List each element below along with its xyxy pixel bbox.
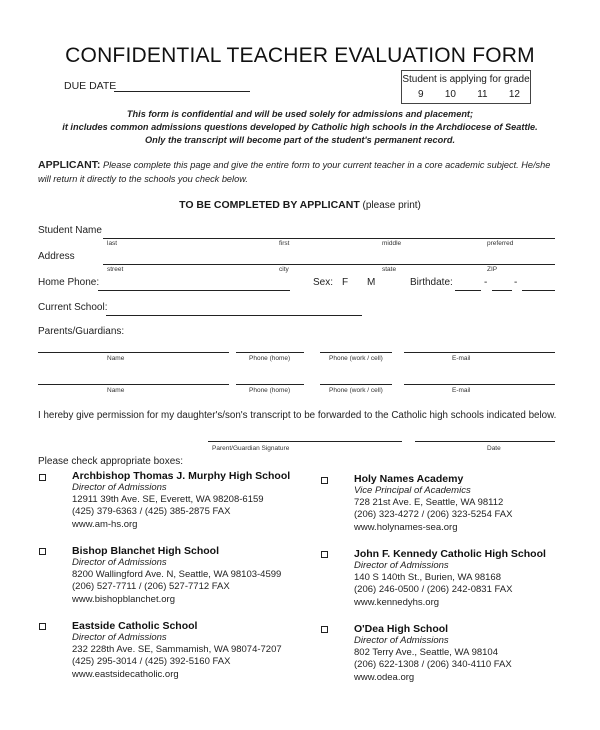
school-name: Archbishop Thomas J. Murphy High School <box>72 470 291 482</box>
current-school-field[interactable] <box>106 315 362 316</box>
school-address: 728 21st Ave. E, Seattle, WA 98112 <box>354 497 504 509</box>
school-entry <box>72 545 312 606</box>
school-phone: (206) 323-4272 / (206) 323-5254 FAX <box>354 509 513 521</box>
name-sub-label: first <box>279 240 290 247</box>
school-checkbox[interactable] <box>39 623 46 630</box>
parent-sub-label: Phone (home) <box>249 387 291 394</box>
school-address: 802 Terry Ave., Seattle, WA 98104 <box>354 647 498 659</box>
date-label: Date <box>487 445 501 452</box>
school-entry <box>72 470 312 531</box>
school-checkbox[interactable] <box>39 474 46 481</box>
parent1-home-phone-field[interactable] <box>236 352 304 353</box>
home-phone-label: Home Phone: <box>38 277 100 288</box>
school-name: O'Dea High School <box>354 623 449 635</box>
student-name-field[interactable] <box>103 238 555 239</box>
school-name: Bishop Blanchet High School <box>72 545 220 557</box>
parent1-name-field[interactable] <box>38 352 229 353</box>
applicant-instructions <box>38 158 568 186</box>
school-address: 232 228th Ave. SE, Sammamish, WA 98074-7207 <box>72 644 282 656</box>
school-phone: (206) 527-7711 / (206) 527-7712 FAX <box>72 581 230 593</box>
parent-sub-label: Phone (work / cell) <box>329 355 383 362</box>
address-sub-label: state <box>382 266 397 273</box>
school-checkbox[interactable] <box>321 626 328 633</box>
home-phone-field[interactable] <box>98 290 290 291</box>
grade-options <box>402 89 530 100</box>
notice-line: it includes common admissions questions developed by Catholic high schools in the Archdiocese of Seattle. <box>62 122 538 132</box>
notice-line: Only the transcript will become part of the student's permanent record. <box>144 135 456 145</box>
school-entry <box>354 623 584 684</box>
birthdate-separator: - <box>514 277 518 288</box>
parent-sub-label: Phone (home) <box>249 355 291 362</box>
section-heading-note: (please print) <box>359 200 421 211</box>
parent-sub-label: Name <box>107 355 125 362</box>
school-website[interactable]: www.eastsidecatholic.org <box>72 668 179 680</box>
school-contact-role: Director of Admissions <box>354 635 449 646</box>
school-entry <box>354 548 584 609</box>
grade-option[interactable]: 12 <box>508 89 520 100</box>
school-contact-role: Vice Principal of Academics <box>354 485 471 496</box>
notice-line: This form is confidential and will be used solely for admissions and placement; <box>126 109 474 119</box>
parent-signature-field[interactable] <box>208 441 402 442</box>
grade-box <box>401 70 531 104</box>
birthdate-day-field[interactable] <box>492 290 512 291</box>
section-heading-bold: TO BE COMPLETED BY APPLICANT <box>179 199 360 211</box>
school-checkbox[interactable] <box>39 548 46 555</box>
parent2-home-phone-field[interactable] <box>236 384 304 385</box>
address-label: Address <box>38 251 75 262</box>
birthdate-label: Birthdate: <box>410 277 453 288</box>
name-sub-label: last <box>107 240 118 247</box>
parent-sub-label: Name <box>107 387 125 394</box>
form-title: CONFIDENTIAL TEACHER EVALUATION FORM <box>65 44 535 67</box>
school-name: John F. Kennedy Catholic High School <box>354 548 546 560</box>
school-address: 140 S 140th St., Burien, WA 98168 <box>354 572 501 584</box>
check-boxes-label: Please check appropriate boxes: <box>38 456 184 467</box>
due-date-field[interactable] <box>114 91 250 92</box>
current-school-label: Current School: <box>38 302 108 313</box>
school-website[interactable]: www.bishopblanchet.org <box>72 593 175 605</box>
applicant-text: Please complete this page and give the entire form to your current teacher in a core academic subject. He/she <box>100 160 551 170</box>
school-entry <box>72 620 312 681</box>
name-sub-label: preferred <box>487 240 514 247</box>
school-name: Holy Names Academy <box>354 473 464 485</box>
school-contact-role: Director of Admissions <box>72 557 167 568</box>
parent1-email-field[interactable] <box>404 352 555 353</box>
school-phone: (206) 246-0500 / (206) 242-0831 FAX <box>354 584 513 596</box>
student-name-label: Student Name <box>38 225 102 236</box>
school-contact-role: Director of Admissions <box>72 632 167 643</box>
address-field[interactable] <box>103 264 555 265</box>
grade-option[interactable]: 11 <box>477 89 488 100</box>
birthdate-separator: - <box>484 277 488 288</box>
due-date-label: DUE DATE <box>64 80 117 92</box>
parent-sub-label: E-mail <box>452 387 471 394</box>
parent2-work-phone-field[interactable] <box>320 384 392 385</box>
parent1-work-phone-field[interactable] <box>320 352 392 353</box>
parent-sub-label: Phone (work / cell) <box>329 387 383 394</box>
school-checkbox[interactable] <box>321 551 328 558</box>
grade-option[interactable]: 10 <box>444 89 456 100</box>
grade-box-label: Student is applying for grade <box>402 74 530 85</box>
school-phone: (425) 379-6363 / (425) 385-2875 FAX <box>72 506 231 518</box>
school-phone: (425) 295-3014 / (425) 392-5160 FAX <box>72 656 231 668</box>
name-sub-label: middle <box>382 240 402 247</box>
permission-text: I hereby give permission for my daughter's/son's transcript to be forwarded to the Catholic high schools indicated below. <box>38 410 557 421</box>
school-contact-role: Director of Admissions <box>354 560 449 571</box>
address-sub-label: ZIP <box>487 266 498 273</box>
sex-label: Sex: <box>313 277 334 288</box>
school-website[interactable]: www.am-hs.org <box>72 518 138 530</box>
applicant-text: will return it directly to the schools you check below. <box>38 174 248 184</box>
address-sub-label: street <box>107 266 124 273</box>
parent2-email-field[interactable] <box>404 384 555 385</box>
parents-label: Parents/Guardians: <box>38 326 125 337</box>
birthdate-year-field[interactable] <box>522 290 555 291</box>
school-contact-role: Director of Admissions <box>72 482 167 493</box>
signature-label: Parent/Guardian Signature <box>212 445 290 452</box>
signature-date-field[interactable] <box>415 441 555 442</box>
parent-sub-label: E-mail <box>452 355 471 362</box>
school-name: Eastside Catholic School <box>72 620 198 632</box>
sex-option-m[interactable]: M <box>367 277 376 288</box>
section-heading <box>0 199 600 211</box>
parent2-name-field[interactable] <box>38 384 229 385</box>
school-website[interactable]: www.holynames-sea.org <box>354 521 458 533</box>
birthdate-month-field[interactable] <box>455 290 481 291</box>
school-checkbox[interactable] <box>321 477 328 484</box>
address-sub-label: city <box>279 266 289 273</box>
school-website[interactable]: www.odea.org <box>354 671 415 683</box>
school-phone: (206) 622-1308 / (206) 340-4110 FAX <box>354 659 512 671</box>
school-address: 8200 Wallingford Ave. N, Seattle, WA 98103-4599 <box>72 569 282 581</box>
confidential-notice <box>0 108 600 147</box>
school-website[interactable]: www.kennedyhs.org <box>354 596 440 608</box>
school-address: 12911 39th Ave. SE, Everett, WA 98208-6159 <box>72 494 264 506</box>
sex-option-f[interactable]: F <box>342 277 349 288</box>
school-entry <box>354 473 584 534</box>
grade-option[interactable]: 9 <box>418 89 424 100</box>
applicant-label: APPLICANT: <box>38 159 101 171</box>
